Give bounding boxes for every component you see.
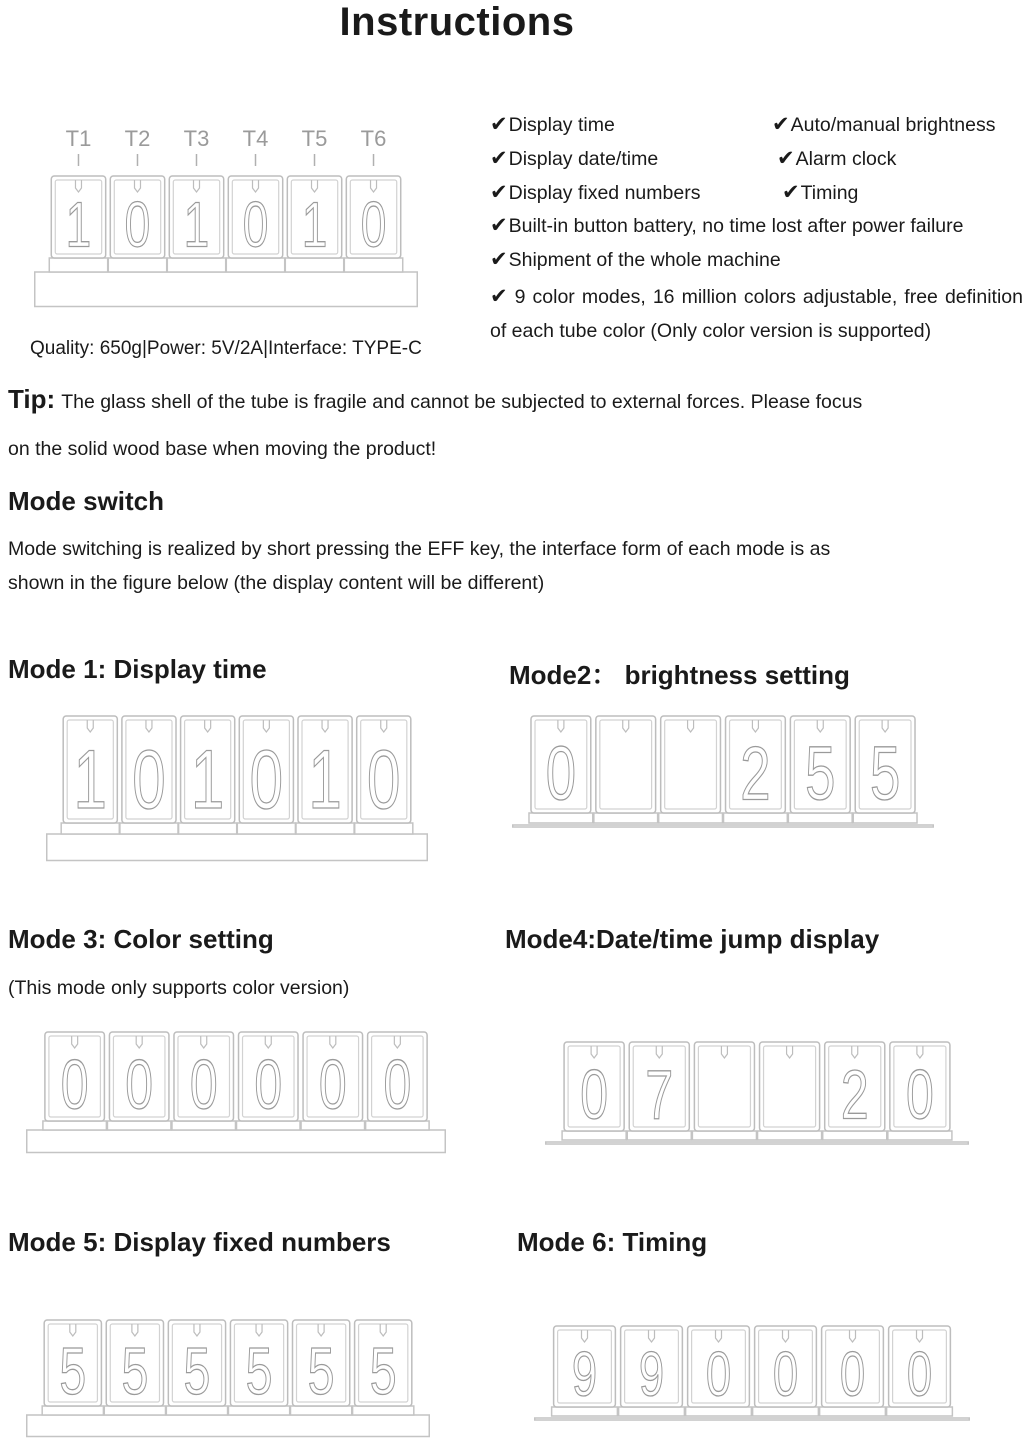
nixie-tube	[888, 1042, 952, 1140]
check-icon: ✔	[490, 113, 508, 136]
mode-3-clock	[26, 1030, 446, 1154]
nixie-tube	[594, 716, 658, 823]
mode-6-clock	[534, 1324, 970, 1438]
feature-shipment: ✔Shipment of the whole machine	[490, 248, 781, 271]
tube-label: T1	[65, 126, 92, 151]
nixie-tube	[344, 176, 402, 272]
nixie-tube	[659, 716, 723, 823]
nixie-tube	[291, 1320, 352, 1415]
tube-label: T5	[301, 126, 328, 151]
hero-specs: Quality: 650g|Power: 5V/2A|Interface: TYPE-C	[30, 338, 422, 359]
tip-line-1: Tip: The glass shell of the tube is fragile and cannot be subjected to external forces. Please focus	[8, 384, 863, 414]
nixie-tube	[823, 1042, 887, 1140]
tube-digit: 0	[249, 733, 284, 827]
tube-digit: 0	[905, 1055, 934, 1134]
tube-digit: 9	[571, 1338, 598, 1410]
mode-5-title: Mode 5: Display fixed numbers	[8, 1227, 391, 1257]
check-icon: ✔	[490, 181, 508, 204]
tube-digit: 0	[367, 733, 401, 827]
mode-3-note: (This mode only supports color version)	[8, 977, 350, 999]
nixie-tube	[529, 716, 593, 823]
tube-digit: 1	[73, 733, 107, 827]
tube-digit: 5	[805, 730, 836, 816]
nixie-tube	[107, 1032, 171, 1130]
tube-digit: 0	[580, 1055, 609, 1134]
tube-digit: 2	[840, 1055, 869, 1134]
nixie-tube	[686, 1326, 752, 1416]
page-title: Instructions	[339, 0, 575, 44]
tube-digit: 1	[301, 189, 328, 261]
mode-2-title: Mode2： brightness setting	[509, 660, 850, 690]
nixie-tube	[820, 1326, 886, 1416]
mode-switch-line-1: Mode switching is realized by short pressing the EFF key, the interface form of each mode is as	[8, 538, 831, 560]
mode-1-title: Mode 1: Display time	[8, 654, 267, 684]
tube-digit: 0	[132, 733, 166, 827]
clock-base	[47, 834, 428, 861]
nixie-tube	[692, 1042, 756, 1140]
tube-digit: 5	[307, 1334, 335, 1409]
tube-digit: 0	[254, 1045, 283, 1124]
clock-base	[27, 1130, 446, 1153]
nixie-tube	[61, 716, 119, 834]
tube-digit: 5	[183, 1334, 211, 1409]
feature-color-modes: ✔ 9 color modes, 16 million colors adjustable, free definition of each tube color (Only color version is supported)	[490, 285, 1023, 342]
check-icon: ✔	[777, 147, 795, 170]
nixie-tube	[285, 176, 343, 272]
nixie-tube	[226, 176, 284, 272]
clock-base	[513, 825, 934, 827]
tube-digit: 5	[59, 1334, 87, 1409]
mode-switch-line-2: shown in the figure below (the display content will be different)	[8, 572, 545, 594]
nixie-tube	[228, 1320, 289, 1415]
nixie-tube	[724, 716, 788, 823]
feature-battery: ✔Built-in button battery, no time lost after power failure	[490, 214, 964, 237]
tube-digit: 1	[308, 733, 342, 827]
clock-base	[535, 1418, 970, 1420]
tube-digit: 0	[839, 1338, 866, 1410]
check-icon: ✔	[490, 285, 508, 308]
tube-digit: 0	[772, 1338, 799, 1410]
nixie-tube	[753, 1326, 819, 1416]
nixie-tube	[237, 1032, 301, 1130]
nixie-tube	[237, 716, 295, 834]
tube-digit: 5	[245, 1334, 273, 1409]
nixie-tube	[296, 716, 354, 834]
tube-digit: 5	[869, 730, 901, 816]
mode-2-clock	[512, 714, 934, 848]
tube-digit: 1	[190, 733, 225, 827]
mode-switch-heading: Mode switch	[8, 486, 165, 516]
clock-base	[35, 272, 418, 307]
mode-4-clock	[545, 1040, 969, 1164]
tube-digit: 0	[125, 1045, 154, 1124]
feature-display-time: ✔Display time	[490, 113, 615, 136]
mode-6-title: Mode 6: Timing	[517, 1227, 708, 1257]
nixie-tube	[166, 1320, 227, 1415]
nixie-tube	[355, 716, 413, 834]
tube-digit: 9	[638, 1338, 665, 1410]
mode-4-title: Mode4:Date/time jump display	[505, 924, 880, 954]
tube-digit: 0	[124, 189, 151, 261]
nixie-tube	[172, 1032, 236, 1130]
hero-clock-illustration	[34, 118, 418, 308]
nixie-tube	[853, 716, 917, 823]
tube-label: T4	[242, 126, 269, 151]
feature-alarm-clock: ✔Alarm clock	[777, 147, 897, 170]
feature-display-fixed-numbers: ✔Display fixed numbers	[490, 181, 701, 204]
nixie-tube	[120, 716, 178, 834]
feature-auto-brightness: ✔Auto/manual brightness	[772, 113, 996, 136]
nixie-tube	[353, 1320, 414, 1415]
nixie-tube	[108, 176, 166, 272]
tip-line-2: on the solid wood base when moving the product!	[8, 438, 437, 460]
tube-digit: 0	[242, 189, 269, 261]
tube-label: T3	[183, 126, 210, 151]
nixie-tube	[366, 1032, 430, 1130]
nixie-tube	[43, 1032, 107, 1130]
tube-digit: 0	[318, 1045, 347, 1124]
check-icon: ✔	[782, 181, 800, 204]
nixie-tube	[552, 1326, 618, 1416]
feature-display-date-time: ✔Display date/time	[490, 147, 659, 170]
check-icon: ✔	[490, 147, 508, 170]
nixie-tube	[619, 1326, 685, 1416]
check-icon: ✔	[490, 248, 508, 271]
clock-base	[27, 1415, 430, 1437]
nixie-tube	[887, 1326, 953, 1416]
tube-digit: 0	[705, 1338, 732, 1410]
tube-digit: 5	[369, 1334, 397, 1409]
feature-timing: ✔Timing	[782, 181, 859, 204]
tube-digit: 1	[183, 189, 210, 261]
tube-label: T2	[124, 126, 151, 151]
tube-digit: 0	[360, 189, 387, 261]
nixie-tube	[788, 716, 852, 823]
check-icon: ✔	[490, 214, 508, 237]
tip-label: Tip:	[8, 384, 56, 414]
tube-digit: 1	[65, 189, 92, 261]
tube-digit: 0	[545, 730, 577, 816]
clock-base	[546, 1142, 969, 1144]
tube-digit: 5	[121, 1334, 149, 1409]
nixie-tube	[42, 1320, 103, 1415]
tube-digit: 0	[906, 1338, 933, 1410]
tube-digit: 0	[189, 1045, 218, 1124]
tube-digit: 2	[740, 730, 771, 816]
nixie-tube	[301, 1032, 365, 1130]
tube-digit: 0	[60, 1045, 89, 1124]
tube-digit: 7	[645, 1055, 674, 1134]
mode-5-clock	[26, 1318, 430, 1438]
tube-label: T6	[360, 126, 387, 151]
nixie-tube	[49, 176, 107, 272]
nixie-tube	[758, 1042, 822, 1140]
mode-1-clock	[46, 714, 428, 862]
nixie-tube	[104, 1320, 165, 1415]
nixie-tube	[167, 176, 225, 272]
check-icon: ✔	[772, 113, 790, 136]
mode-3-title: Mode 3: Color setting	[8, 924, 274, 954]
nixie-tube	[562, 1042, 626, 1140]
nixie-tube	[179, 716, 237, 834]
nixie-tube	[627, 1042, 691, 1140]
tube-digit: 0	[383, 1045, 412, 1124]
